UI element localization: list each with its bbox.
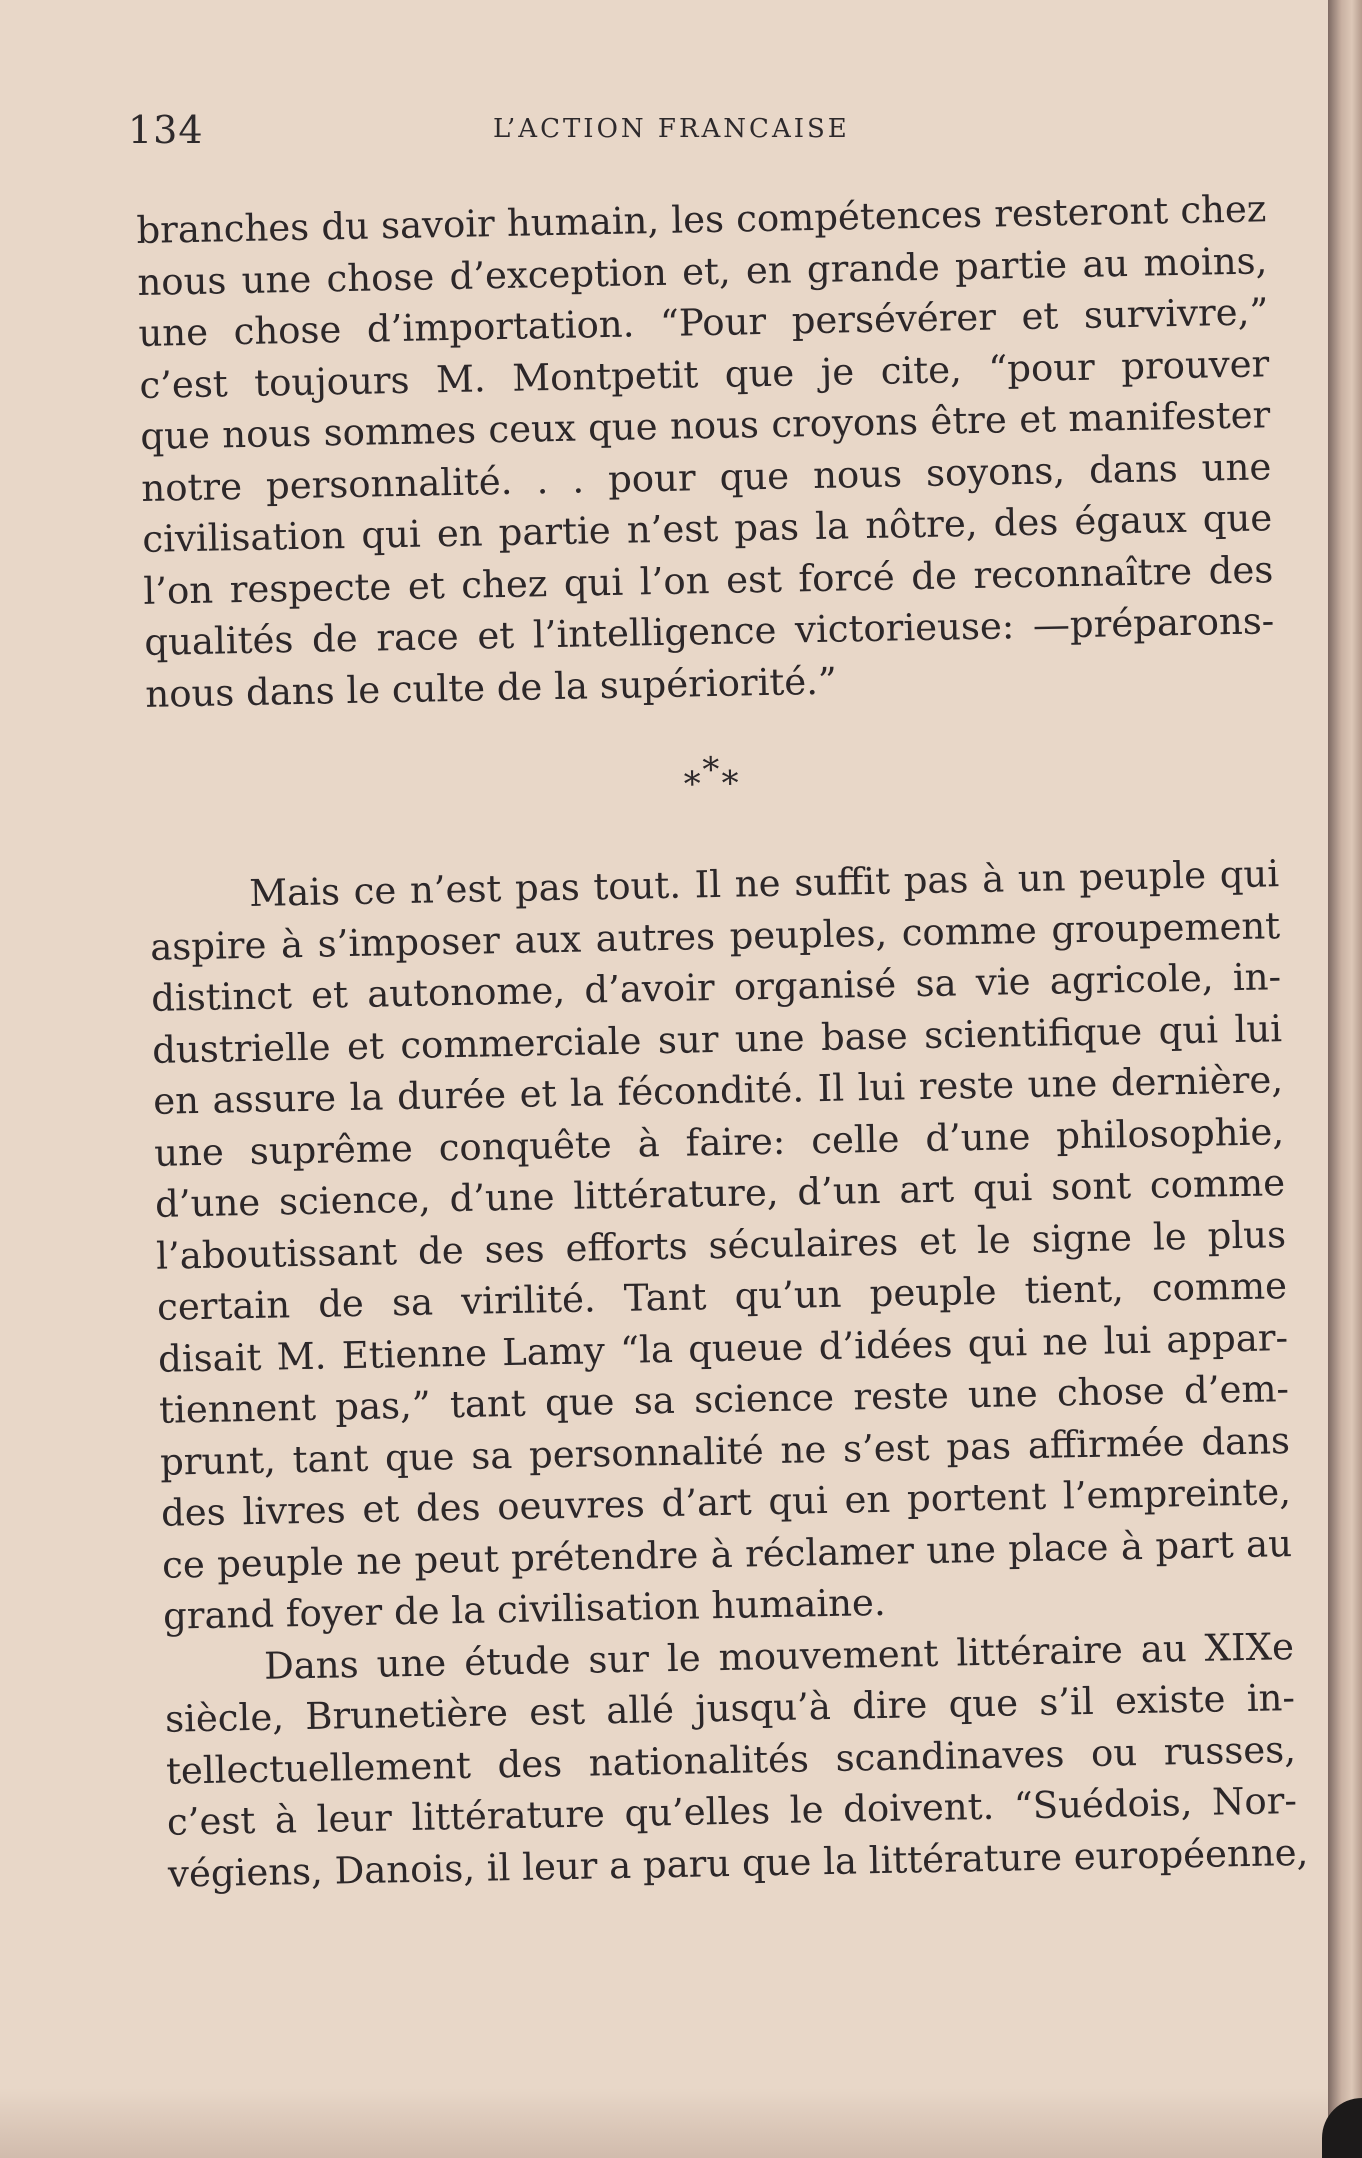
text-line: l’aboutissant de ses efforts séculaires et le signe le plus	[155, 1212, 1287, 1278]
text-line: grand foyer de la civilisation humaine.	[162, 1580, 887, 1638]
text-line: que nous sommes ceux que nous croyons être et manifester	[140, 393, 1271, 458]
text-line: prunt, tant que sa personnalité ne s’est pas affirmée dans	[159, 1418, 1291, 1484]
asterisk: *	[721, 763, 742, 804]
text-line: une chose d’importation. “Pour persévérer et survivre,”	[138, 290, 1269, 355]
text-line: d’une science, d’une littérature, d’un art qui sont comme	[154, 1161, 1286, 1226]
text-line: siècle, Brunetière est allé jusqu’à dire que s’il existe in-	[164, 1676, 1296, 1741]
text-line: des livres et des oeuvres d’art qui en portent l’empreinte,	[160, 1470, 1292, 1535]
text-line: branches du savoir humain, les compétences resteront chez	[136, 187, 1267, 252]
text-line: végiens, Danois, il leur a paru que la littérature européenne,	[167, 1830, 1309, 1896]
running-title: L’ACTION FRANCAISE	[493, 114, 850, 144]
text-line: tellectuellement des nationalités scandinaves ou russes,	[165, 1727, 1297, 1793]
text-line: dustrielle et commerciale sur une base scientifique qui lui	[151, 1006, 1283, 1072]
asterisk: *	[702, 749, 722, 791]
page-edge	[1328, 0, 1362, 2158]
text-line: c’est à leur littérature qu’elles le doivent. “Suédois, Nor-	[166, 1779, 1298, 1844]
text-line: aspire à s’imposer aux autres peuples, comme groupement	[149, 903, 1281, 969]
text-line: tiennent pas,” tant que sa science reste une chose d’em-	[158, 1367, 1290, 1432]
text-line: disait M. Etienne Lamy “la queue d’idées qui ne lui appar-	[157, 1315, 1289, 1381]
page-number: 134	[128, 108, 204, 152]
text-line: nous dans le culte de la supériorité.”	[144, 659, 838, 716]
text-line: distinct et autonome, d’avoir organisé sa vie agricole, in-	[150, 955, 1282, 1020]
text-line: ce peuple ne peut prétendre à réclamer une place à part au	[161, 1521, 1293, 1587]
text-line: en assure la durée et la fécondité. Il lui reste une dernière,	[152, 1058, 1284, 1123]
text-line: Mais ce n’est pas tout. Il ne suffit pas à un peuple qui	[248, 852, 1280, 915]
body-text	[136, 183, 1328, 1900]
text-line: c’est toujours M. Montpetit que je cite, “pour prouver	[139, 341, 1270, 407]
text-line: notre personnalité. . . pour que nous soyons, dans une	[141, 444, 1272, 510]
section-separator	[146, 698, 1279, 870]
asterisk: *	[683, 764, 704, 805]
text-line: civilisation qui en partie n’est pas la nôtre, des égaux que	[142, 496, 1273, 561]
text-line: nous une chose d’exception et, en grande partie au moins,	[137, 238, 1268, 304]
text-line: Dans une étude sur le mouvement littéraire au XIXe	[263, 1624, 1295, 1688]
text-line: une suprême conquête à faire: celle d’une philosophie,	[153, 1109, 1285, 1175]
text-line: certain de sa virilité. Tant qu’un peuple tient, comme	[156, 1264, 1288, 1329]
text-line: l’on respecte et chez qui l’on est forcé de reconnaître des	[142, 547, 1274, 613]
running-head	[128, 108, 928, 158]
text-line: qualités de race et l’intelligence victorieuse: —préparons-	[143, 599, 1275, 664]
